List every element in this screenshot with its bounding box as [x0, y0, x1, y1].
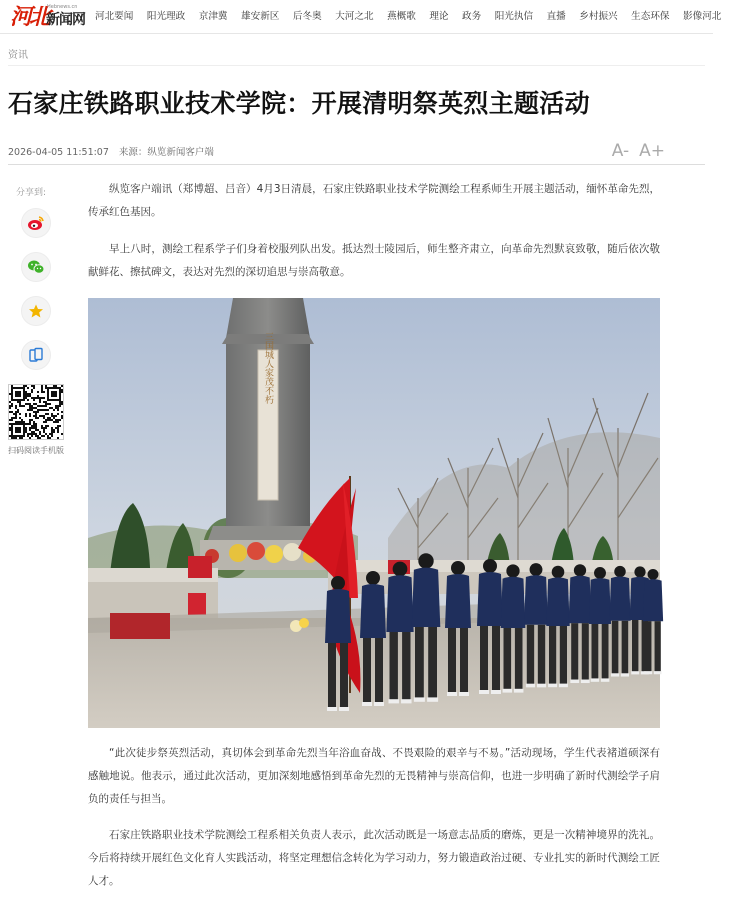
monument-inscription: 三国城人家茂不朽 — [263, 332, 273, 404]
nav-item-theory[interactable]: 理论 — [429, 11, 449, 22]
logo-name: 新闻网 — [46, 12, 85, 28]
wechat-icon — [27, 259, 45, 275]
nav-item-live[interactable]: 直播 — [546, 11, 566, 22]
share-label: 分享到: — [15, 188, 47, 198]
share-mobile-button[interactable] — [21, 340, 51, 370]
publish-datetime: 2026-04-05 11:51:07 — [8, 147, 109, 158]
nav-item-jingjinji[interactable]: 京津冀 — [198, 11, 228, 22]
share-wechat-button[interactable] — [21, 252, 51, 282]
nav-item-hebei-news[interactable]: 河北要闻 — [95, 11, 134, 22]
article-paragraph: 早上八时，测绘工程系学子们身着校服列队出发。抵达烈士陵园后，师生整齐肃立，向革命先烈默哀致敬，随后依次敬献鲜花、擦拭碑文，表达对先烈的深切追思与崇高敬意。 — [88, 243, 660, 278]
nav-item-xiongan[interactable]: 雄安新区 — [241, 11, 280, 22]
article-title: 石家庄铁路职业技术学院：开展清明祭英烈主题活动 — [8, 89, 590, 118]
weibo-icon — [27, 215, 45, 231]
nav-item-dahe[interactable]: 大河之北 — [335, 11, 374, 22]
breadcrumb[interactable]: 资讯 — [8, 50, 28, 61]
site-logo[interactable] — [10, 3, 88, 31]
nav-item-post-olympics[interactable]: 后冬奥 — [292, 11, 322, 22]
share-favorite-button[interactable] — [21, 296, 51, 326]
top-nav-bar — [0, 0, 722, 34]
font-decrease-button[interactable]: A- — [611, 141, 630, 161]
font-size-controls — [602, 140, 665, 162]
nav-item-ecology[interactable]: 生态环保 — [631, 11, 670, 22]
article-paragraph: “此次徒步祭英烈活动，真切体会到革命先烈当年浴血奋战、不畏艰险的艰辛与不易。”活动现场，学生代表褚道硕深有感触地说。他表示，通过此次活动，更加深刻地感悟到革命先烈的无畏精神与崇高信仰，也进一步明确了新时代测绘学子肩负的责任与担当。 — [88, 747, 660, 805]
nav-item-government[interactable]: 政务 — [462, 11, 482, 22]
breadcrumb-divider — [8, 65, 705, 66]
nav-item-rural[interactable]: 乡村振兴 — [579, 11, 618, 22]
meta-divider — [8, 164, 705, 165]
nav-item-sunshine-credit[interactable]: 阳光执信 — [494, 11, 534, 22]
article-paragraph: 石家庄铁路职业技术学院测绘工程系相关负责人表示，此次活动既是一场意志品质的磨炼，更是一次精神境界的洗礼。今后将持续开展红色文化育人实践活动，将坚定理想信念转化为学习动力，努力锻造政治过硬、专业扎实的新时代测绘工匠人才。 — [88, 829, 660, 887]
logo-domain: Hebnews.cn — [47, 4, 78, 10]
font-increase-button[interactable]: A+ — [639, 141, 665, 161]
qr-code — [8, 384, 64, 440]
share-sidebar — [8, 185, 66, 456]
article-paragraph: 纵览客户端讯（郑博超、吕音）4月3日清晨，石家庄铁路职业技术学院测绘工程系师生开展主题活动，缅怀革命先烈，传承红色基因。 — [88, 183, 660, 218]
qr-label: 扫码阅读手机版 — [8, 446, 64, 455]
mobile-icon — [28, 347, 44, 363]
article-source: 来源：纵览新闻客户端 — [118, 147, 214, 158]
favorite-icon — [28, 303, 44, 319]
nav-item-image-hebei[interactable]: 影像河北 — [683, 11, 722, 22]
logo-mark: 河北 — [10, 4, 49, 30]
nav-item-yangai[interactable]: 燕概歌 — [387, 11, 416, 22]
article-photo — [88, 298, 660, 728]
share-weibo-button[interactable] — [21, 208, 51, 238]
article-meta — [8, 144, 214, 158]
main-nav — [95, 0, 735, 34]
nav-item-sunshine-governance[interactable]: 阳光理政 — [146, 11, 186, 22]
